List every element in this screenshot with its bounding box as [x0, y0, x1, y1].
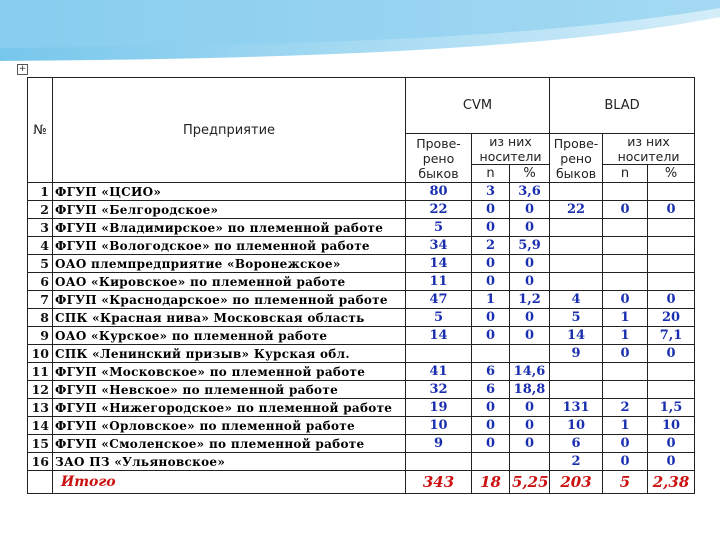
col-header-blad-checked: Прове- рено быков [550, 134, 603, 183]
enterprise-name-cell: ЗАО ПЗ «Ульяновское» [53, 453, 406, 471]
enterprise-name-cell: СПК «Ленинский призыв» Курская обл. [53, 345, 406, 363]
blad-n-cell: 1 [603, 417, 648, 435]
table-row [28, 309, 695, 327]
row-number-cell: 12 [28, 381, 53, 399]
row-number-cell: 8 [28, 309, 53, 327]
cvm-n-cell: 6 [472, 381, 510, 399]
blad-pct-cell: 0 [648, 453, 695, 471]
blad-n-cell: 0 [603, 291, 648, 309]
bull-testing-table [27, 77, 695, 494]
blad-checked-cell: 22 [550, 201, 603, 219]
cvm-checked-cell: 14 [406, 327, 472, 345]
table-row [28, 183, 695, 201]
col-header-cvm-n: n [472, 165, 510, 183]
blad-checked-cell [550, 363, 603, 381]
blad-pct-cell: 0 [648, 201, 695, 219]
cvm-checked-cell: 14 [406, 255, 472, 273]
cvm-checked-cell: 19 [406, 399, 472, 417]
enterprise-name-cell: ФГУП «Белгородское» [53, 201, 406, 219]
blad-checked-cell: 5 [550, 309, 603, 327]
blad-n-cell: 1 [603, 309, 648, 327]
blad-n-cell: 2 [603, 399, 648, 417]
cvm-n-cell: 0 [472, 255, 510, 273]
row-number-cell: 10 [28, 345, 53, 363]
blad-pct-cell: 0 [648, 435, 695, 453]
cvm-pct-cell [510, 345, 550, 363]
cvm-n-cell: 0 [472, 309, 510, 327]
blad-pct-cell [648, 255, 695, 273]
blad-checked-cell [550, 381, 603, 399]
cvm-checked-cell: 80 [406, 183, 472, 201]
enterprise-name-cell: ФГУП «Орловское» по племенной работе [53, 417, 406, 435]
total-blad-n: 5 [603, 471, 648, 494]
total-row [28, 471, 695, 494]
cvm-n-cell: 2 [472, 237, 510, 255]
col-header-blad-carriers: из них носители [603, 134, 695, 165]
blad-n-cell [603, 219, 648, 237]
cvm-n-cell: 0 [472, 399, 510, 417]
cvm-pct-cell: 0 [510, 435, 550, 453]
blad-pct-cell [648, 219, 695, 237]
row-number-cell: 14 [28, 417, 53, 435]
cvm-checked-cell: 5 [406, 219, 472, 237]
enterprise-name-cell: ФГУП «Московское» по племенной работе [53, 363, 406, 381]
cvm-pct-cell: 0 [510, 219, 550, 237]
blad-checked-cell [550, 219, 603, 237]
cvm-checked-cell: 9 [406, 435, 472, 453]
cvm-n-cell: 0 [472, 273, 510, 291]
enterprise-name-cell: ФГУП «Вологодское» по племенной работе [53, 237, 406, 255]
col-header-blad-pct: % [648, 165, 695, 183]
col-header-blad: BLAD [550, 78, 695, 134]
blad-pct-cell: 20 [648, 309, 695, 327]
cvm-checked-cell: 5 [406, 309, 472, 327]
blad-checked-cell [550, 255, 603, 273]
col-header-cvm: CVM [406, 78, 550, 134]
blad-checked-cell [550, 273, 603, 291]
row-number-cell: 3 [28, 219, 53, 237]
blad-pct-cell: 1,5 [648, 399, 695, 417]
blad-n-cell: 0 [603, 201, 648, 219]
cvm-n-cell: 0 [472, 435, 510, 453]
cvm-checked-cell: 10 [406, 417, 472, 435]
cvm-pct-cell: 0 [510, 309, 550, 327]
blad-checked-cell: 2 [550, 453, 603, 471]
blad-n-cell: 1 [603, 327, 648, 345]
row-number-cell: 2 [28, 201, 53, 219]
cvm-n-cell [472, 453, 510, 471]
row-number-cell: 16 [28, 453, 53, 471]
cvm-checked-cell: 22 [406, 201, 472, 219]
table-row [28, 291, 695, 309]
row-number-cell: 4 [28, 237, 53, 255]
blad-n-cell [603, 237, 648, 255]
table-row [28, 453, 695, 471]
table-row [28, 345, 695, 363]
enterprise-name-cell: ФГУП «Нижегородское» по племенной работе [53, 399, 406, 417]
blad-pct-cell: 0 [648, 291, 695, 309]
enterprise-name-cell: ФГУП «Краснодарское» по племенной работе [53, 291, 406, 309]
row-number-cell: 9 [28, 327, 53, 345]
blad-checked-cell: 4 [550, 291, 603, 309]
blad-checked-cell: 6 [550, 435, 603, 453]
blad-n-cell [603, 255, 648, 273]
table-row [28, 363, 695, 381]
blad-checked-cell: 14 [550, 327, 603, 345]
cvm-pct-cell [510, 453, 550, 471]
row-number-cell: 6 [28, 273, 53, 291]
cvm-pct-cell: 1,2 [510, 291, 550, 309]
blad-pct-cell [648, 183, 695, 201]
cvm-n-cell: 1 [472, 291, 510, 309]
cvm-pct-cell: 0 [510, 327, 550, 345]
cvm-checked-cell [406, 453, 472, 471]
cvm-n-cell: 0 [472, 201, 510, 219]
total-blad-checked: 203 [550, 471, 603, 494]
row-number-cell: 5 [28, 255, 53, 273]
table-row [28, 381, 695, 399]
blad-checked-cell: 131 [550, 399, 603, 417]
total-cvm-n: 18 [472, 471, 510, 494]
row-number-cell: 13 [28, 399, 53, 417]
blad-n-cell [603, 363, 648, 381]
blad-pct-cell: 10 [648, 417, 695, 435]
table-row [28, 435, 695, 453]
blad-checked-cell [550, 183, 603, 201]
table-row [28, 399, 695, 417]
blad-checked-cell: 9 [550, 345, 603, 363]
total-number-cell [28, 471, 53, 494]
blad-pct-cell [648, 381, 695, 399]
cvm-pct-cell: 14,6 [510, 363, 550, 381]
col-header-cvm-pct: % [510, 165, 550, 183]
table-row [28, 327, 695, 345]
cvm-checked-cell: 32 [406, 381, 472, 399]
blad-n-cell: 0 [603, 435, 648, 453]
table-row [28, 219, 695, 237]
cvm-n-cell: 3 [472, 183, 510, 201]
total-cvm-checked: 343 [406, 471, 472, 494]
header-decoration [0, 0, 720, 75]
cvm-pct-cell: 0 [510, 417, 550, 435]
cvm-pct-cell: 5,9 [510, 237, 550, 255]
cvm-pct-cell: 0 [510, 255, 550, 273]
blad-checked-cell: 10 [550, 417, 603, 435]
table-row [28, 255, 695, 273]
blad-n-cell [603, 381, 648, 399]
blad-pct-cell: 0 [648, 345, 695, 363]
total-label: Итого [53, 471, 406, 494]
blad-n-cell: 0 [603, 453, 648, 471]
row-number-cell: 15 [28, 435, 53, 453]
cvm-checked-cell: 34 [406, 237, 472, 255]
row-number-cell: 11 [28, 363, 53, 381]
cvm-checked-cell: 41 [406, 363, 472, 381]
table-row [28, 273, 695, 291]
enterprise-name-cell: ФГУП «ЦСИО» [53, 183, 406, 201]
cvm-n-cell: 0 [472, 327, 510, 345]
enterprise-name-cell: СПК «Красная нива» Московская область [53, 309, 406, 327]
total-cvm-pct: 5,25 [510, 471, 550, 494]
cvm-n-cell: 0 [472, 219, 510, 237]
col-header-number: № [28, 78, 53, 183]
cvm-checked-cell [406, 345, 472, 363]
enterprise-name-cell: ОАО племпредприятие «Воронежское» [53, 255, 406, 273]
blad-n-cell [603, 183, 648, 201]
col-header-cvm-checked: Прове- рено быков [406, 134, 472, 183]
blad-pct-cell [648, 363, 695, 381]
cvm-checked-cell: 47 [406, 291, 472, 309]
enterprise-name-cell: ФГУП «Владимирское» по племенной работе [53, 219, 406, 237]
cvm-n-cell: 6 [472, 363, 510, 381]
row-number-cell: 7 [28, 291, 53, 309]
row-number-cell: 1 [28, 183, 53, 201]
col-header-cvm-carriers: из них носители [472, 134, 550, 165]
table-move-handle-icon[interactable]: + [18, 64, 27, 74]
cvm-pct-cell: 0 [510, 273, 550, 291]
blad-n-cell [603, 273, 648, 291]
enterprise-name-cell: ОАО «Кировское» по племенной работе [53, 273, 406, 291]
blad-checked-cell [550, 237, 603, 255]
cvm-pct-cell: 18,8 [510, 381, 550, 399]
cvm-pct-cell: 0 [510, 201, 550, 219]
blad-n-cell: 0 [603, 345, 648, 363]
cvm-n-cell [472, 345, 510, 363]
enterprise-name-cell: ФГУП «Смоленское» по племенной работе [53, 435, 406, 453]
blad-pct-cell [648, 237, 695, 255]
cvm-pct-cell: 0 [510, 399, 550, 417]
cvm-pct-cell: 3,6 [510, 183, 550, 201]
col-header-blad-n: n [603, 165, 648, 183]
blad-pct-cell [648, 273, 695, 291]
blad-pct-cell: 7,1 [648, 327, 695, 345]
enterprise-name-cell: ФГУП «Невское» по племенной работе [53, 381, 406, 399]
col-header-enterprise: Предприятие [53, 78, 406, 183]
total-blad-pct: 2,38 [648, 471, 695, 494]
table-row [28, 201, 695, 219]
enterprise-name-cell: ОАО «Курское» по племенной работе [53, 327, 406, 345]
table-row [28, 417, 695, 435]
table-row [28, 237, 695, 255]
cvm-checked-cell: 11 [406, 273, 472, 291]
cvm-n-cell: 0 [472, 417, 510, 435]
